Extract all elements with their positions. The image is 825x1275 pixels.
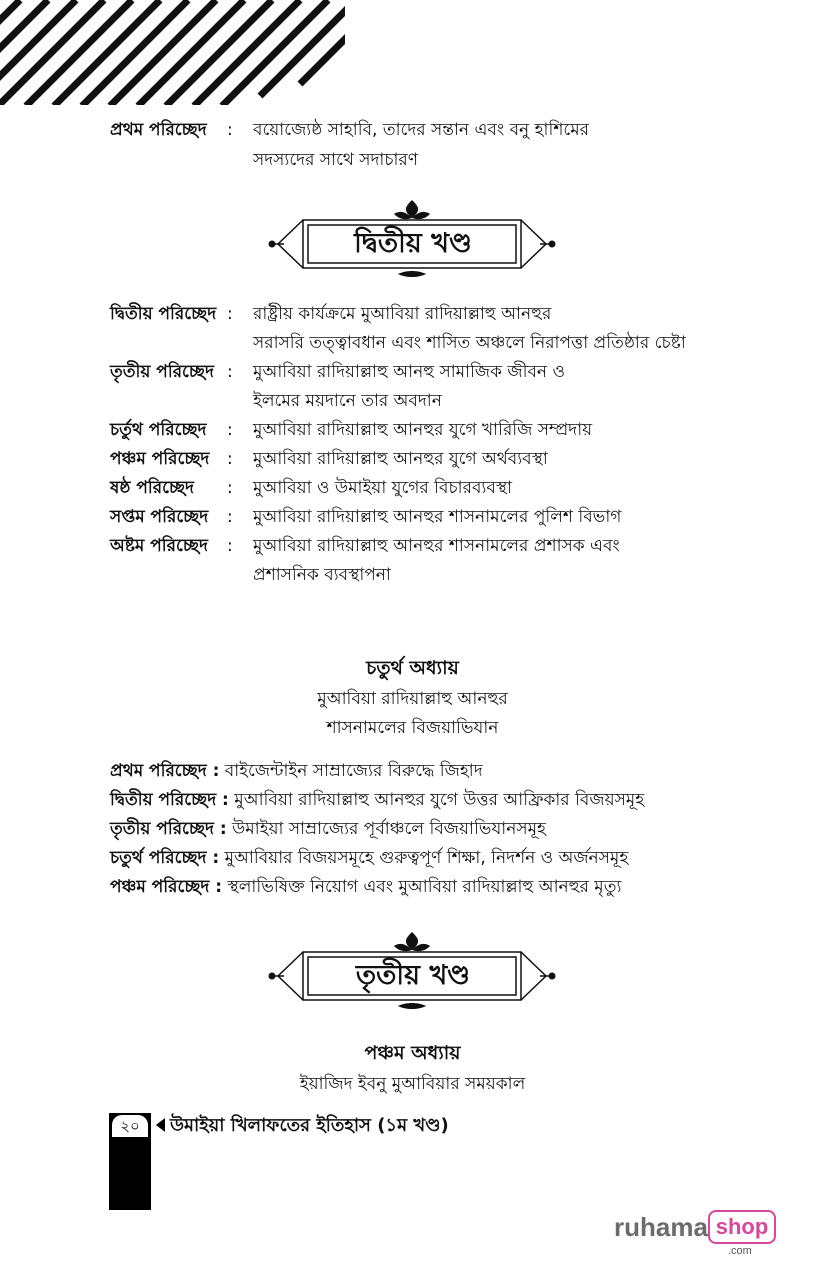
chapter-title-line1: মুআবিয়া রাদিয়াল্লাহু আনহুর শাসনামলের পুলিশ বিভাগ: [253, 507, 622, 527]
triangle-left-icon: [156, 1118, 165, 1132]
chapter-title-line1: মুআবিয়া রাদিয়াল্লাহু আনহুর যুগে অর্থব্যবস্থা: [253, 449, 548, 469]
colon: :: [227, 304, 233, 324]
toc-entry: [110, 818, 546, 840]
toc-entry: [110, 876, 621, 898]
chapter-label: তৃতীয় পরিচ্ছেদ :: [110, 819, 227, 839]
toc-entry: [110, 847, 628, 869]
chapter-subtitle-line2: শাসনামলের বিজয়াভিযান: [326, 718, 499, 738]
chapter-label: সপ্তম পরিচ্ছেদ: [110, 507, 209, 527]
colon: :: [227, 507, 233, 527]
chapter-label: পঞ্চম পরিচ্ছেদ :: [110, 877, 223, 897]
colon: :: [227, 536, 233, 556]
chapter-title-line1: মুআবিয়া ও উমাইয়া যুগের বিচারব্যবস্থা: [253, 478, 512, 498]
chapter-title: মুআবিয়া রাদিয়াল্লাহু আনহুর যুগে উত্তর আফ্রিকার বিজয়সমূহ: [228, 790, 645, 810]
chapter-title-line2: প্রশাসনিক ব্যবস্থাপনা: [253, 565, 391, 585]
chapter-title-line1: রাষ্ট্রীয় কার্যক্রমে মুআবিয়া রাদিয়াল্লাহু আনহুর: [253, 304, 552, 324]
chapter-title-line2: সরাসরি তত্ত্বাবধান এবং শাসিত অঞ্চলে নিরাপত্তা প্রতিষ্ঠার চেষ্টা: [253, 333, 686, 353]
logo-shop-badge: shop: [708, 1210, 776, 1244]
chapter-title: উমাইয়া সাম্রাজ্যের পূর্বাঞ্চলে বিজয়াভিযানসমূহ: [226, 819, 546, 839]
chapter-title-line2: সদস্যদের সাথে সদাচারণ: [253, 150, 419, 170]
page-number: ২০: [112, 1115, 148, 1137]
chapter-title-line1: বয়োজ্যেষ্ঠ সাহাবি, তাদের সন্তান এবং বনু হাশিমের: [253, 120, 590, 140]
logo-com-text: .com: [728, 1245, 752, 1257]
part-title: দ্বিতীয় খণ্ড: [354, 228, 472, 259]
colon: :: [227, 478, 233, 498]
toc-entry: [110, 760, 483, 782]
corner-stripes-decoration: [0, 0, 345, 105]
chapter-label: চর্তুথ পরিচ্ছেদ: [110, 420, 207, 440]
colon: :: [227, 449, 233, 469]
chapter-label: প্রথম পরিচ্ছেদ: [110, 120, 207, 140]
colon: :: [227, 420, 233, 440]
chapter-title-line1: মুআবিয়া রাদিয়াল্লাহু আনহুর শাসনামলের প্রশাসক এবং: [253, 536, 620, 556]
part-title: তৃতীয় খণ্ড: [355, 960, 471, 991]
chapter-label: পঞ্চম পরিচ্ছেদ: [110, 449, 210, 469]
chapter-label: তৃতীয় পরিচ্ছেদ: [110, 362, 214, 382]
book-title: উমাইয়া খিলাফতের ইতিহাস (১ম খণ্ড): [170, 1115, 449, 1136]
chapter-label: প্রথম পরিচ্ছেদ :: [110, 761, 220, 781]
chapter-subtitle-line1: মুআবিয়া রাদিয়াল্লাহু আনহুর: [317, 689, 508, 709]
colon: :: [227, 362, 233, 382]
chapter-title: স্থলাভিষিক্ত নিয়োগ এবং মুআবিয়া রাদিয়াল্লাহু আনহুর মৃত্যু: [222, 877, 622, 897]
chapter-heading: চতুর্থ অধ্যায়: [366, 657, 459, 679]
chapter-title-line1: মুআবিয়া রাদিয়াল্লাহু আনহু সামাজিক জীবন ও: [253, 362, 565, 382]
chapter-title: মুআবিয়ার বিজয়সমূহে গুরুত্বপূর্ণ শিক্ষা, নিদর্শন ও অর্জনসমূহ: [219, 848, 629, 868]
chapter-title-line1: মুআবিয়া রাদিয়াল্লাহু আনহুর যুগে খারিজি সম্প্রদায়: [253, 420, 593, 440]
chapter-title: বাইজেন্টাইন সাম্রাজ্যের বিরুদ্ধে জিহাদ: [219, 761, 483, 781]
toc-entry: [110, 789, 644, 811]
chapter-label: অষ্টম পরিচ্ছেদ: [110, 536, 208, 556]
chapter-title-line2: ইলমের ময়দানে তার অবদান: [253, 391, 442, 411]
chapter-subtitle: ইয়াজিদ ইবনু মুআবিয়ার সময়কাল: [299, 1074, 526, 1094]
chapter-label: ষষ্ঠ পরিচ্ছেদ: [110, 478, 194, 498]
colon: :: [227, 120, 233, 140]
chapter-label: চতুর্থ পরিচ্ছেদ :: [110, 848, 220, 868]
chapter-label: দ্বিতীয় পরিচ্ছেদ: [110, 304, 217, 324]
logo-ruhama-text: ruhama: [614, 1212, 708, 1242]
chapter-heading: পঞ্চম অধ্যায়: [364, 1042, 461, 1064]
chapter-label: দ্বিতীয় পরিচ্ছেদ :: [110, 790, 229, 810]
